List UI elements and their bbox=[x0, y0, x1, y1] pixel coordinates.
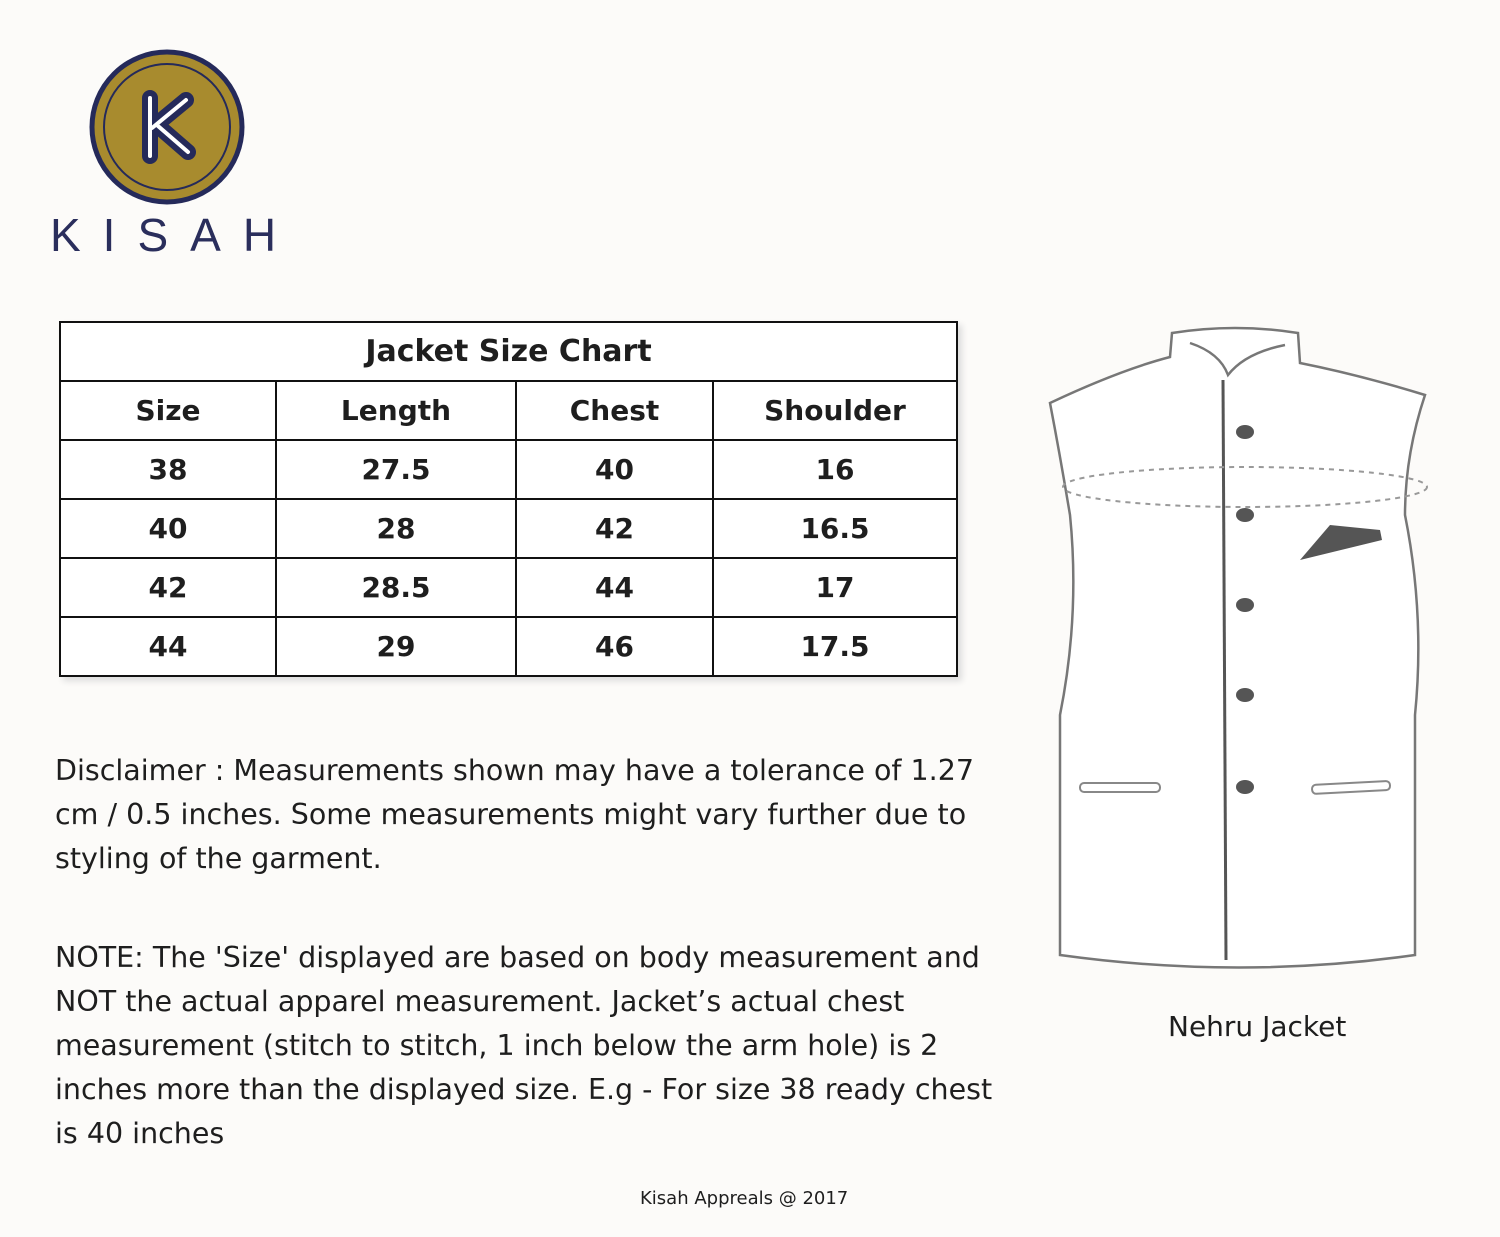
cell: 17.5 bbox=[713, 617, 957, 676]
table-row bbox=[60, 499, 957, 558]
cell: 44 bbox=[516, 558, 713, 617]
nehru-jacket-illustration bbox=[1030, 315, 1450, 985]
cell: 44 bbox=[60, 617, 276, 676]
footer-copyright: Kisah Appreals @ 2017 bbox=[640, 1188, 849, 1209]
table-row bbox=[60, 558, 957, 617]
cell: 46 bbox=[516, 617, 713, 676]
disclaimer-text: Disclaimer : Measurements shown may have a tolerance of 1.27 cm / 0.5 inches. Some measurements might vary further due to styling of the garment. bbox=[55, 754, 974, 875]
cell: 38 bbox=[60, 440, 276, 499]
cell: 42 bbox=[60, 558, 276, 617]
table-title: Jacket Size Chart bbox=[60, 322, 957, 381]
note-text: NOTE: The 'Size' displayed are based on body measurement and NOT the actual apparel measurement. Jacket’s actual chest measurement (stitch to stitch, 1 inch below the arm hole) is 2 inches more than the displayed size. E.g - For size 38 ready chest is 40 inches bbox=[55, 941, 993, 1150]
kisah-logo bbox=[88, 48, 246, 206]
cell: 17 bbox=[713, 558, 957, 617]
column-header: Size bbox=[60, 381, 276, 440]
cell: 27.5 bbox=[276, 440, 516, 499]
cell: 16.5 bbox=[713, 499, 957, 558]
cell: 28 bbox=[276, 499, 516, 558]
cell: 40 bbox=[516, 440, 713, 499]
cell: 29 bbox=[276, 617, 516, 676]
cell: 40 bbox=[60, 499, 276, 558]
brand-name: KISAH bbox=[50, 209, 299, 261]
size-chart-table bbox=[59, 321, 958, 677]
table-row bbox=[60, 440, 957, 499]
cell: 16 bbox=[713, 440, 957, 499]
column-header: Chest bbox=[516, 381, 713, 440]
cell: 42 bbox=[516, 499, 713, 558]
jacket-label: Nehru Jacket bbox=[1168, 1010, 1347, 1043]
column-header: Shoulder bbox=[713, 381, 957, 440]
table-row bbox=[60, 617, 957, 676]
cell: 28.5 bbox=[276, 558, 516, 617]
column-header: Length bbox=[276, 381, 516, 440]
